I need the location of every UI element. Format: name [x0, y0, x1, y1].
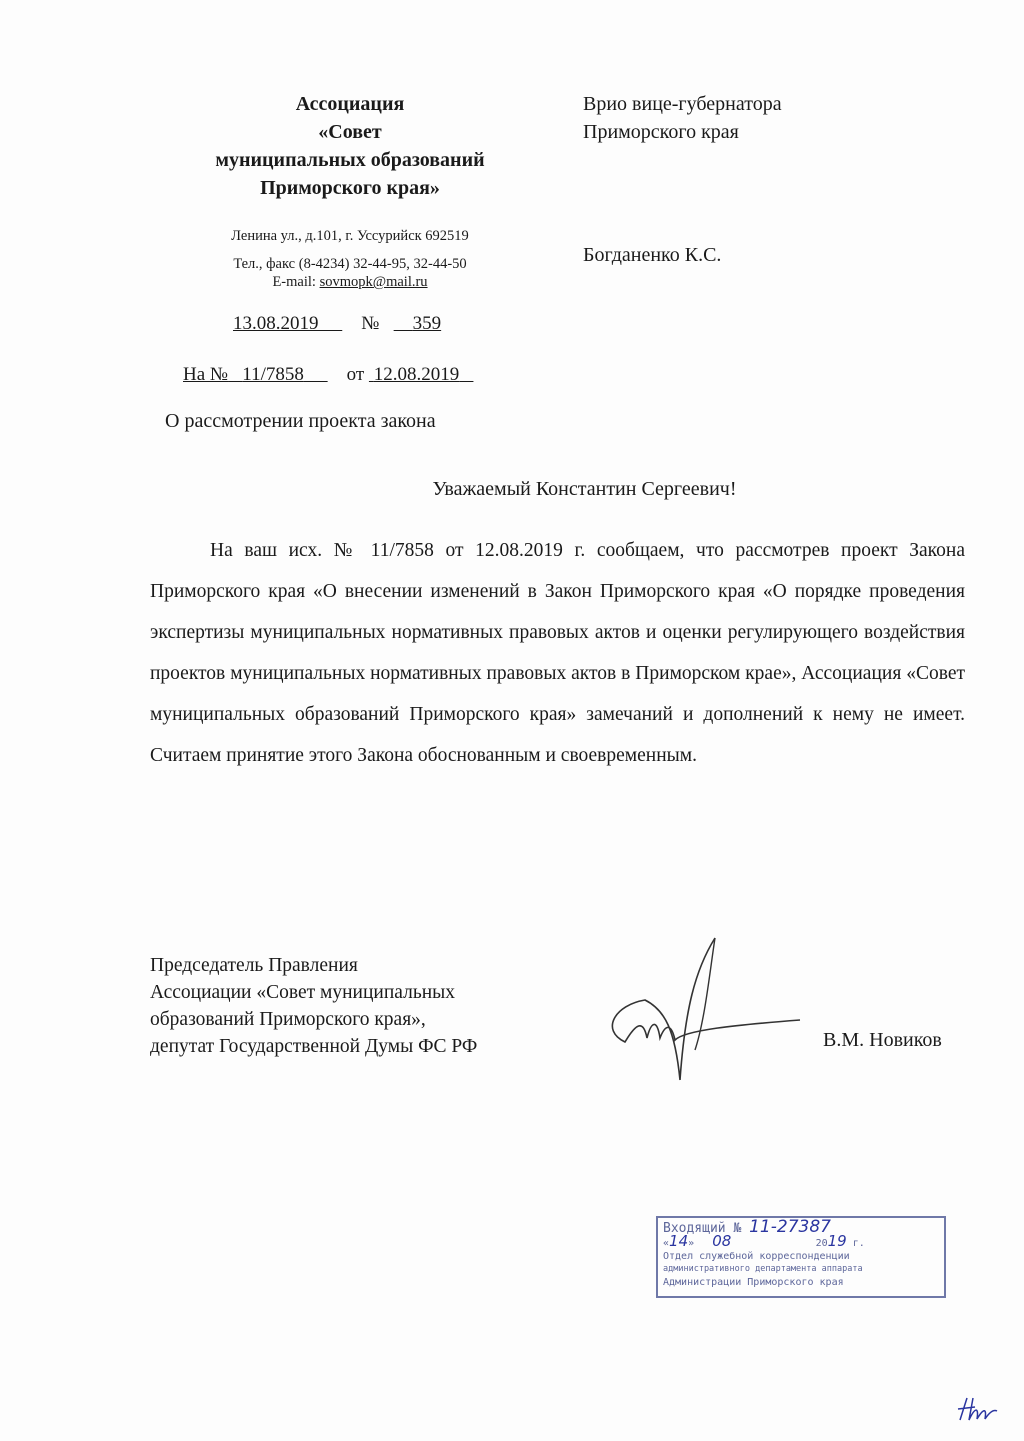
stamp-day: 14 — [669, 1232, 689, 1250]
sender-line: муниципальных образований — [215, 149, 485, 171]
stamp-year-suffix: г. — [852, 1238, 865, 1249]
signatory-line: Ассоциации «Совет муниципальных — [150, 982, 456, 1003]
email-link[interactable]: sovmopk@mail.ru — [319, 274, 428, 290]
stamp-year: 19 — [827, 1232, 847, 1250]
subject: О рассмотрении проекта закона — [165, 410, 436, 432]
stamp-line: Администрации Приморского края — [663, 1277, 844, 1288]
outgoing-date: 13.08.2019 — [233, 313, 319, 334]
stamp-month: 08 — [712, 1232, 732, 1250]
outgoing-ref — [233, 313, 441, 335]
reference-row — [183, 364, 473, 386]
sender-phone: Тел., факс (8-4234) 32-44-95, 32-44-50 — [233, 256, 467, 272]
number-label: № — [361, 313, 380, 334]
letter-body: На ваш исх. № 11/7858 от 12.08.2019 г. сообщаем, что рассмотрев проект Закона Приморского края «О внесении изменений в Закон Приморского края «О порядке проведения экспертизы муниципальных нормативных правовых актов и оценки регулирующего воздействия проектов муниципальных нормативных правовых актов в Приморском крае», Ассоциация «Совет муниципальных образований Приморского края» замечаний и дополнений к нему не имеет. Считаем принятие этого Закона обоснованным и своевременным. — [150, 540, 965, 766]
sender-line: «Совет — [318, 121, 382, 143]
sender-address: Ленина ул., д.101, г. Уссурийск 692519 — [231, 228, 469, 244]
sender-email-row — [150, 274, 550, 291]
email-label: E-mail: — [272, 274, 320, 290]
incoming-stamp: Входящий № 11-27387 «14» 08 2019 г. Отдел служебной корреспонденции административного департамента аппарата Администрации Приморского края — [656, 1216, 946, 1298]
stamp-label: Входящий № — [663, 1221, 742, 1236]
addressee — [583, 90, 782, 146]
sender-line: Ассоциация — [295, 93, 405, 115]
reference-prefix: На № — [183, 364, 229, 385]
initials-mark — [955, 1395, 1000, 1425]
stamp-line: административного департамента аппарата — [663, 1264, 863, 1274]
greeting: Уважаемый Константин Сергеевич! — [432, 478, 737, 500]
reference-date: 12.08.2019 — [373, 364, 460, 385]
reference-from-label: от — [346, 364, 365, 385]
sender-name — [150, 90, 550, 202]
addressee-name: Богданенко К.С. — [583, 244, 722, 266]
signatory-title — [150, 952, 477, 1060]
addressee-line: Приморского края — [583, 121, 739, 143]
signatory-line: депутат Государственной Думы ФС РФ — [150, 1036, 478, 1057]
signatory-line: Председатель Правления — [150, 955, 358, 976]
signatory-line: образований Приморского края», — [150, 1009, 426, 1030]
stamp-number: 11-27387 — [749, 1217, 831, 1237]
addressee-line: Врио вице-губернатора — [583, 93, 782, 115]
handwritten-signature — [585, 930, 825, 1085]
outgoing-number: 359 — [412, 313, 442, 334]
reference-number: 11/7858 — [242, 364, 304, 385]
stamp-line: Отдел служебной корреспонденции — [663, 1251, 850, 1262]
signatory-name: В.М. Новиков — [823, 1029, 942, 1051]
sender-line: Приморского края» — [260, 177, 440, 199]
